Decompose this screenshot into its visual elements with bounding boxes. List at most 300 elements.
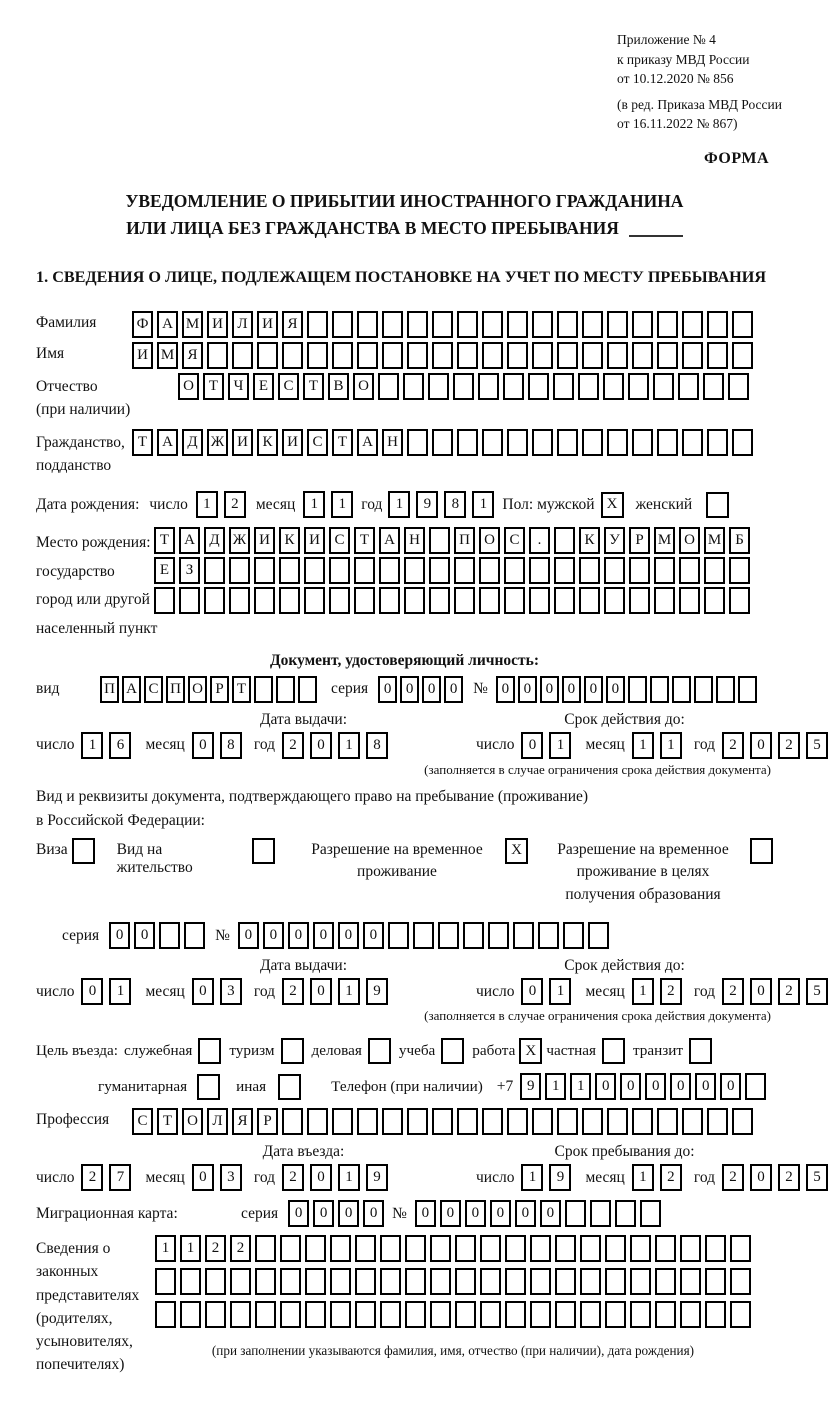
- birth-year-boxes: [388, 491, 494, 518]
- form-cell: Ф: [132, 311, 153, 338]
- form-cell: [679, 557, 700, 584]
- temp-residence-label: Разрешение на временное проживание: [311, 840, 483, 881]
- form-cell: [694, 676, 713, 703]
- option-temp-residence-education: [544, 838, 773, 906]
- appendix-line: к приказу МВД России: [617, 51, 750, 67]
- given-name-boxes: [132, 342, 753, 369]
- form-cell: [590, 1200, 611, 1227]
- form-cell: [332, 1108, 353, 1135]
- form-cell: [605, 1235, 626, 1262]
- entry-month-boxes: [192, 1164, 242, 1191]
- form-cell: [555, 1301, 576, 1328]
- form-cell: [428, 373, 449, 400]
- form-cell: [413, 922, 434, 949]
- form-cell: [555, 1268, 576, 1295]
- form-cell: [255, 1235, 276, 1262]
- form-cell: [588, 922, 609, 949]
- form-cell: 9: [366, 1164, 388, 1191]
- day-label: число: [36, 736, 75, 754]
- form-cell: С: [307, 429, 328, 456]
- form-cell: П: [100, 676, 119, 703]
- stay-month-boxes: [632, 1164, 682, 1191]
- form-cell: 5: [806, 978, 828, 1005]
- birth-month-boxes: [303, 491, 353, 518]
- form-cell: 0: [444, 676, 463, 703]
- form-cell: Б: [729, 527, 750, 554]
- form-cell: И: [132, 342, 153, 369]
- option-residence-permit: [117, 838, 275, 877]
- form-cell: [204, 557, 225, 584]
- phone-label: Телефон (при наличии): [331, 1077, 483, 1095]
- form-cell: 2: [224, 491, 246, 518]
- form-label: ФОРМА: [703, 149, 769, 167]
- form-cell: [732, 311, 753, 338]
- form-cell: 0: [238, 922, 259, 949]
- purpose-other-checkbox: [278, 1074, 301, 1100]
- form-cell: И: [254, 527, 275, 554]
- form-cell: [429, 587, 450, 614]
- series-label: серия: [62, 926, 100, 944]
- form-cell: [505, 1268, 526, 1295]
- option-temp-residence: [299, 838, 528, 884]
- form-cell: [380, 1301, 401, 1328]
- form-cell: Т: [132, 429, 153, 456]
- form-cell: Т: [354, 527, 375, 554]
- form-cell: 0: [515, 1200, 536, 1227]
- form-cell: 1: [632, 978, 654, 1005]
- month-label: месяц: [145, 1168, 185, 1186]
- form-cell: [280, 1235, 301, 1262]
- form-cell: С: [132, 1108, 153, 1135]
- valid-day-boxes: [521, 978, 571, 1005]
- purpose-other-label: иная: [236, 1077, 267, 1095]
- form-cell: [457, 1108, 478, 1135]
- form-cell: [305, 1301, 326, 1328]
- form-cell: А: [379, 527, 400, 554]
- form-cell: [532, 311, 553, 338]
- form-cell: [680, 1235, 701, 1262]
- form-cell: [628, 676, 647, 703]
- form-cell: [354, 587, 375, 614]
- form-cell: М: [182, 311, 203, 338]
- form-cell: [682, 1108, 703, 1135]
- form-cell: 1: [196, 491, 218, 518]
- form-cell: [180, 1268, 201, 1295]
- residence-permit-checkbox: [252, 838, 275, 864]
- form-cell: 9: [416, 491, 438, 518]
- form-cell: 0: [606, 676, 625, 703]
- form-cell: [680, 1301, 701, 1328]
- form-cell: Р: [210, 676, 229, 703]
- purpose-transit-checkbox: [689, 1038, 712, 1064]
- form-cell: [454, 587, 475, 614]
- form-title-line2: ИЛИ ЛИЦА БЕЗ ГРАЖДАНСТВА В МЕСТО ПРЕБЫВАНИЯ: [126, 217, 619, 238]
- form-cell: [205, 1268, 226, 1295]
- form-cell: [554, 527, 575, 554]
- form-cell: [357, 311, 378, 338]
- form-cell: [207, 342, 228, 369]
- form-cell: [307, 342, 328, 369]
- day-label: число: [36, 1168, 75, 1186]
- form-cell: [298, 676, 317, 703]
- valid-year-boxes: [722, 732, 828, 759]
- form-cell: 0: [562, 676, 581, 703]
- issue-day-boxes: [81, 978, 131, 1005]
- form-cell: Н: [404, 527, 425, 554]
- visa-label: Виза: [36, 840, 68, 858]
- form-cell: [354, 557, 375, 584]
- sex-female-label: женский: [635, 495, 693, 513]
- purpose-business-checkbox: [368, 1038, 391, 1064]
- identity-doc-heading: Документ, удостоверяющий личность:: [269, 651, 540, 669]
- form-cell: [678, 373, 699, 400]
- form-cell: [513, 922, 534, 949]
- issue-day-boxes: [81, 732, 131, 759]
- form-cell: И: [304, 527, 325, 554]
- form-cell: [657, 429, 678, 456]
- purpose-humanitarian-checkbox: [197, 1074, 220, 1100]
- entry-day-boxes: [81, 1164, 131, 1191]
- form-cell: 1: [549, 978, 571, 1005]
- form-cell: И: [282, 429, 303, 456]
- form-cell: [254, 587, 275, 614]
- form-cell: Т: [332, 429, 353, 456]
- form-cell: [279, 587, 300, 614]
- form-cell: [482, 342, 503, 369]
- form-cell: Т: [303, 373, 324, 400]
- form-cell: 2: [81, 1164, 103, 1191]
- form-cell: О: [188, 676, 207, 703]
- patronymic-label: Отчество: [36, 378, 98, 396]
- form-cell: [745, 1073, 766, 1100]
- form-cell: [159, 922, 180, 949]
- valid-until-heading: Срок действия до:: [564, 957, 685, 975]
- legal-reps-label-line: представителях: [36, 1286, 140, 1304]
- form-cell: [329, 587, 350, 614]
- patronymic-label-note: (при наличии): [36, 401, 131, 419]
- form-cell: [480, 1301, 501, 1328]
- form-cell: [230, 1268, 251, 1295]
- form-cell: 0: [540, 676, 559, 703]
- form-cell: [380, 1235, 401, 1262]
- form-cell: [532, 342, 553, 369]
- validity-note: (заполняется в случае ограничения срока действия документа): [424, 761, 771, 777]
- purpose-study-checkbox: [441, 1038, 464, 1064]
- form-cell: О: [353, 373, 374, 400]
- form-cell: Ж: [207, 429, 228, 456]
- number-label: №: [215, 926, 230, 944]
- form-cell: [405, 1235, 426, 1262]
- form-cell: [382, 1108, 403, 1135]
- form-cell: 1: [331, 491, 353, 518]
- form-cell: [632, 429, 653, 456]
- form-cell: Д: [182, 429, 203, 456]
- form-cell: 1: [545, 1073, 566, 1100]
- form-cell: [388, 922, 409, 949]
- form-cell: [432, 342, 453, 369]
- form-cell: [432, 1108, 453, 1135]
- form-cell: 0: [620, 1073, 641, 1100]
- form-cell: [657, 342, 678, 369]
- form-cell: 0: [192, 978, 214, 1005]
- form-cell: [479, 587, 500, 614]
- form-cell: 0: [400, 676, 419, 703]
- form-cell: [554, 587, 575, 614]
- form-cell: [232, 342, 253, 369]
- form-cell: 2: [778, 978, 800, 1005]
- purpose-transit-label: транзит: [632, 1042, 684, 1060]
- form-cell: П: [166, 676, 185, 703]
- form-cell: [155, 1301, 176, 1328]
- legal-reps-label-line: (родителях,: [36, 1309, 113, 1327]
- legal-reps-block: [36, 1235, 773, 1377]
- form-cell: С: [278, 373, 299, 400]
- form-cell: [655, 1301, 676, 1328]
- purpose-private-checkbox: [602, 1038, 625, 1064]
- form-cell: 8: [220, 732, 242, 759]
- form-cell: 6: [109, 732, 131, 759]
- valid-day-boxes: [521, 732, 571, 759]
- form-cell: [553, 373, 574, 400]
- form-cell: 7: [109, 1164, 131, 1191]
- form-cell: [554, 557, 575, 584]
- form-cell: [703, 373, 724, 400]
- form-cell: [672, 676, 691, 703]
- form-cell: 0: [338, 922, 359, 949]
- form-cell: [432, 429, 453, 456]
- form-cell: [654, 557, 675, 584]
- form-cell: [180, 1301, 201, 1328]
- profession-label: Профессия: [36, 1111, 110, 1129]
- form-cell: [732, 1108, 753, 1135]
- form-cell: [330, 1235, 351, 1262]
- form-cell: [705, 1301, 726, 1328]
- form-cell: [530, 1301, 551, 1328]
- option-visa: [36, 838, 95, 864]
- month-label: месяц: [255, 495, 296, 513]
- form-cell: [738, 676, 757, 703]
- form-cell: [403, 373, 424, 400]
- form-cell: 5: [806, 1164, 828, 1191]
- purpose-tourism-checkbox: [281, 1038, 304, 1064]
- form-cell: [307, 311, 328, 338]
- day-label: число: [476, 736, 515, 754]
- form-cell: [557, 311, 578, 338]
- temp-residence-education-label: Разрешение на временное проживание в целях получения образования: [557, 840, 729, 903]
- form-cell: Я: [182, 342, 203, 369]
- form-cell: 1: [632, 732, 654, 759]
- valid-until-heading: Срок действия до:: [564, 710, 685, 728]
- form-cell: [557, 342, 578, 369]
- form-cell: 0: [363, 922, 384, 949]
- form-cell: 0: [81, 978, 103, 1005]
- migration-number-boxes: [415, 1200, 661, 1227]
- form-cell: 1: [549, 732, 571, 759]
- form-cell: 1: [570, 1073, 591, 1100]
- form-cell: [355, 1301, 376, 1328]
- form-cell: [184, 922, 205, 949]
- form-cell: [257, 342, 278, 369]
- field-surname: [36, 311, 773, 338]
- form-cell: Ж: [229, 527, 250, 554]
- birth-day-boxes: [196, 491, 246, 518]
- form-cell: [629, 587, 650, 614]
- form-cell: 0: [313, 922, 334, 949]
- birth-place-row2: [154, 557, 750, 584]
- form-cell: [478, 373, 499, 400]
- form-cell: [632, 311, 653, 338]
- form-cell: [282, 342, 303, 369]
- appendix-line: от 10.12.2020 № 856: [617, 71, 734, 87]
- form-cell: [555, 1235, 576, 1262]
- migration-card-row: [36, 1200, 773, 1227]
- form-cell: Н: [382, 429, 403, 456]
- form-cell: П: [454, 527, 475, 554]
- legal-reps-row2: [155, 1268, 751, 1295]
- form-cell: [254, 676, 273, 703]
- given-name-label: Имя: [36, 345, 65, 363]
- form-cell: [455, 1301, 476, 1328]
- form-cell: [504, 557, 525, 584]
- visit-purpose-row1: [36, 1038, 773, 1064]
- field-patronymic: [36, 373, 773, 422]
- phone-boxes: [520, 1073, 766, 1100]
- validity-note: (заполняется в случае ограничения срока действия документа): [424, 1008, 771, 1024]
- residence-doc-intro1: Вид и реквизиты документа, подтверждающего право на пребывание (проживание): [36, 787, 589, 805]
- stay-until-heading: Срок пребывания до:: [554, 1143, 695, 1161]
- form-cell: [407, 342, 428, 369]
- revision-line: (в ред. Приказа МВД России: [617, 96, 782, 112]
- form-cell: 2: [282, 1164, 304, 1191]
- form-cell: .: [529, 527, 550, 554]
- form-cell: 1: [660, 732, 682, 759]
- form-cell: [255, 1268, 276, 1295]
- profession-boxes: [132, 1108, 753, 1135]
- form-cell: [507, 311, 528, 338]
- form-cell: [603, 373, 624, 400]
- form-cell: [407, 1108, 428, 1135]
- form-cell: [580, 1235, 601, 1262]
- form-cell: Л: [232, 311, 253, 338]
- form-cell: 0: [695, 1073, 716, 1100]
- form-cell: 0: [645, 1073, 666, 1100]
- form-cell: М: [654, 527, 675, 554]
- form-cell: И: [232, 429, 253, 456]
- entry-dates: [36, 1143, 821, 1191]
- form-cell: [154, 587, 175, 614]
- form-cell: [728, 373, 749, 400]
- temp-residence-checkbox: X: [505, 838, 528, 864]
- form-cell: [729, 557, 750, 584]
- form-cell: Е: [253, 373, 274, 400]
- form-cell: М: [157, 342, 178, 369]
- legal-reps-label-line: Сведения о: [36, 1240, 111, 1258]
- form-cell: [332, 311, 353, 338]
- form-cell: [605, 1301, 626, 1328]
- form-cell: [579, 587, 600, 614]
- citizenship-boxes: [132, 429, 753, 456]
- form-cell: [607, 342, 628, 369]
- form-cell: [529, 557, 550, 584]
- form-cell: 0: [750, 1164, 772, 1191]
- form-cell: [280, 1301, 301, 1328]
- form-cell: И: [207, 311, 228, 338]
- form-cell: [457, 342, 478, 369]
- form-cell: О: [182, 1108, 203, 1135]
- purpose-label: Цель въезда:: [36, 1042, 118, 1060]
- form-cell: [704, 557, 725, 584]
- form-cell: 3: [220, 978, 242, 1005]
- doc-kind-label: вид: [36, 680, 60, 698]
- form-cell: 0: [310, 978, 332, 1005]
- form-cell: [580, 1301, 601, 1328]
- form-cell: А: [122, 676, 141, 703]
- form-cell: [604, 557, 625, 584]
- form-cell: 2: [722, 978, 744, 1005]
- form-title: [36, 188, 773, 242]
- issue-date-heading: Дата выдачи:: [259, 957, 348, 975]
- form-cell: [463, 922, 484, 949]
- form-cell: 0: [288, 922, 309, 949]
- form-cell: 2: [660, 978, 682, 1005]
- form-cell: [707, 1108, 728, 1135]
- form-cell: 1: [109, 978, 131, 1005]
- form-cell: 1: [521, 1164, 543, 1191]
- series-label: серия: [241, 1204, 279, 1222]
- form-cell: Т: [157, 1108, 178, 1135]
- form-cell: 0: [422, 676, 441, 703]
- appendix-line: Приложение № 4: [617, 32, 716, 47]
- form-cell: 1: [338, 978, 360, 1005]
- form-cell: 0: [415, 1200, 436, 1227]
- number-label: №: [392, 1204, 407, 1222]
- form-cell: [729, 587, 750, 614]
- form-cell: [705, 1235, 726, 1262]
- form-cell: [716, 676, 735, 703]
- form-cell: 1: [632, 1164, 654, 1191]
- form-cell: [707, 311, 728, 338]
- visa-checkbox: [72, 838, 95, 864]
- residence-doc-intro2: в Российской Федерации:: [36, 811, 205, 829]
- form-cell: [430, 1235, 451, 1262]
- issue-date-heading: Дата выдачи:: [259, 710, 348, 728]
- valid-year-boxes: [722, 978, 828, 1005]
- form-cell: С: [144, 676, 163, 703]
- issue-month-boxes: [192, 978, 242, 1005]
- form-cell: 0: [313, 1200, 334, 1227]
- form-cell: 0: [192, 1164, 214, 1191]
- form-cell: [707, 342, 728, 369]
- form-cell: Л: [207, 1108, 228, 1135]
- doc-number-label: №: [473, 680, 488, 698]
- form-cell: 0: [490, 1200, 511, 1227]
- form-cell: [357, 1108, 378, 1135]
- form-cell: 0: [720, 1073, 741, 1100]
- form-cell: [229, 557, 250, 584]
- form-cell: [607, 429, 628, 456]
- form-cell: [704, 587, 725, 614]
- form-cell: З: [179, 557, 200, 584]
- form-cell: [679, 587, 700, 614]
- form-cell: К: [279, 527, 300, 554]
- surname-boxes: [132, 311, 753, 338]
- form-cell: [507, 1108, 528, 1135]
- form-cell: 9: [520, 1073, 541, 1100]
- doc-series-label: серия: [331, 680, 369, 698]
- identity-doc-dates: [36, 710, 821, 759]
- form-cell: [379, 557, 400, 584]
- form-cell: [329, 557, 350, 584]
